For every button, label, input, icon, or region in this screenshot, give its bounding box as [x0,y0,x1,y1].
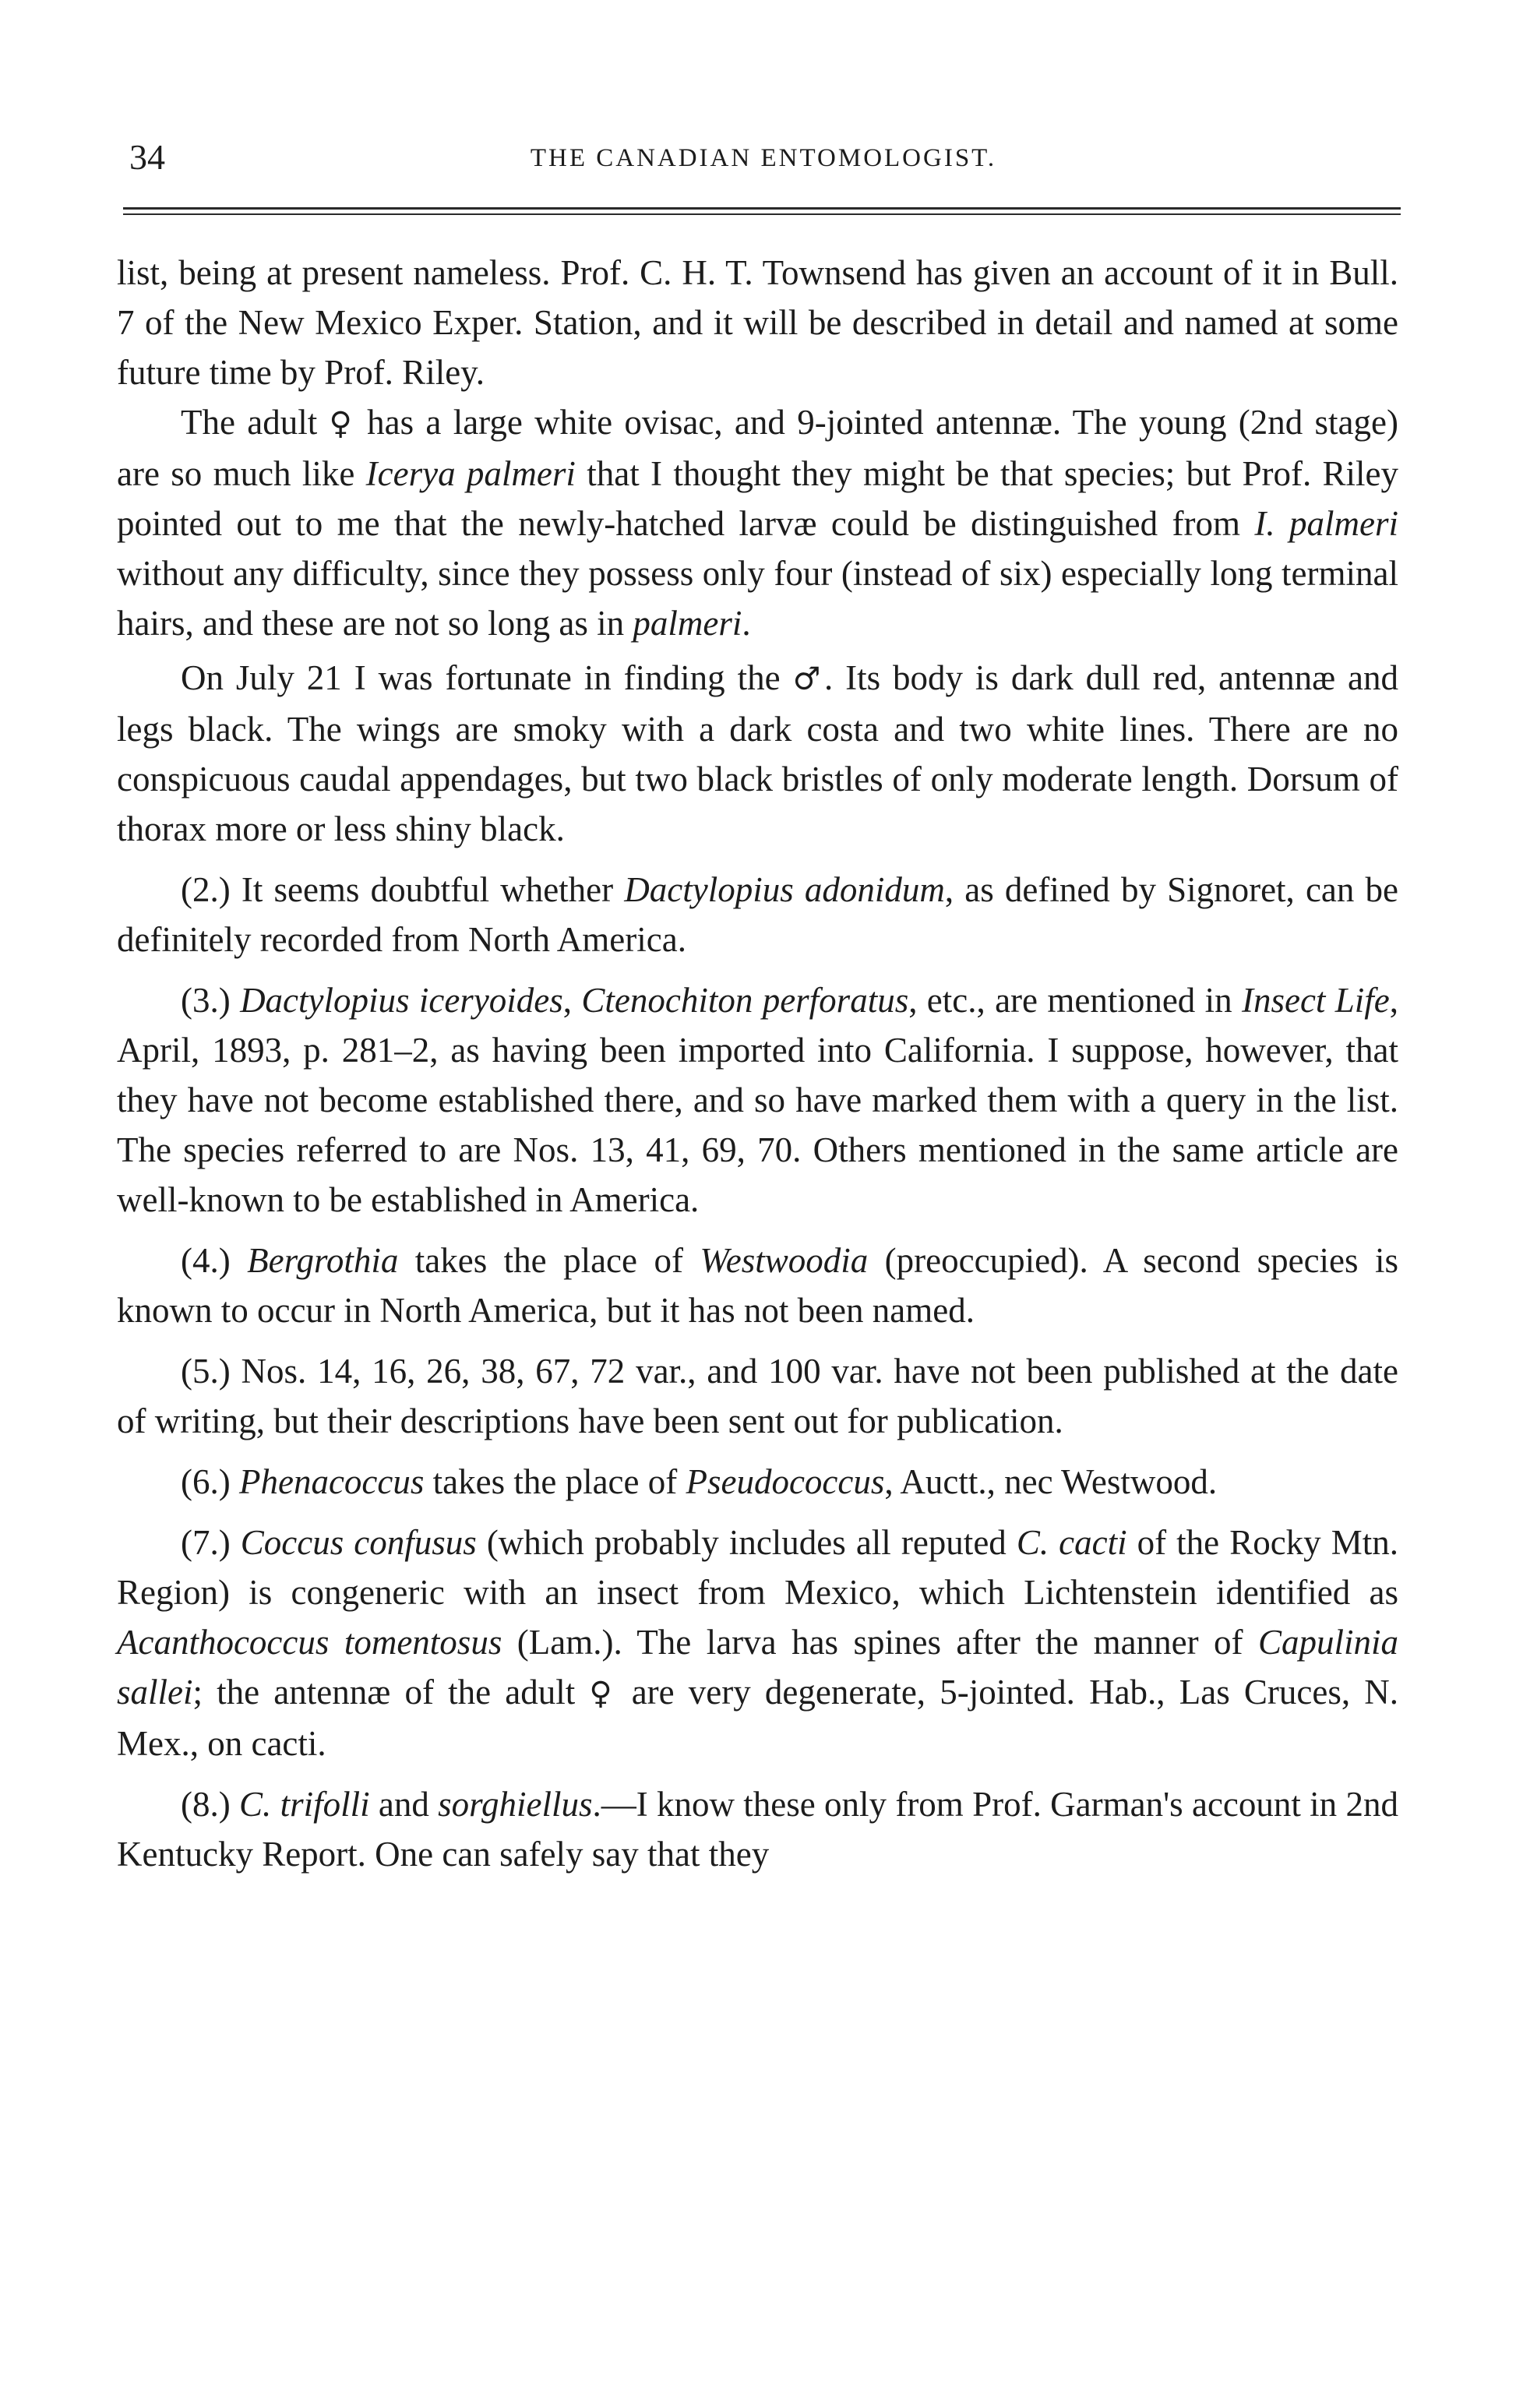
text-run: .—I know these only from Prof. Garman's account in 2nd Kentucky Report. One can safely say that they [117,1785,1398,1874]
species-name: Ctenochiton perforatus [581,981,909,1020]
text-run: , etc., are mentioned in [908,981,1242,1020]
text-run: , April, 1893, p. 281–2, as having been imported into California. I suppose, however, that they have not become established there, and so have marked them with a query in the list. The species referred to are Nos. 13, 41, 69, 70. Others mentioned in the same article are well-known to be established in America. [117,981,1399,1219]
species-name: palmeri [633,604,742,643]
male-symbol: ♂ [792,661,824,697]
text-run: that I thought they might be that species; but Prof. Riley pointed out to me that the newly-hatched larvæ could be distinguished from [117,454,1399,543]
text-run: On July 21 I was fortunate in finding the [181,658,793,697]
text-run: are very degenerate, 5-jointed. Hab., Las Cruces, N. Mex., on cacti. [117,1673,1398,1763]
species-name: sorghiellus [438,1785,593,1824]
note-4 [117,1236,1398,1335]
page-number: 34 [129,137,165,177]
note-6 [117,1457,1398,1507]
header-rule [123,207,1401,210]
text-run: , [562,981,582,1020]
running-title: THE CANADIAN ENTOMOLOGIST. [530,144,997,172]
text-run: (7.) [181,1523,241,1562]
text-run: (preoccupied). A second species is known to occur in North America, but it has not been named. [117,1241,1398,1330]
paragraph-text: list, being at present nameless. Prof. C. H. T. Townsend has given an account of it in Bull. 7 of the New Mexico Exper. Station, and it will be described in detail and named at some future time by Prof. Riley. [117,253,1398,392]
genus-name: Phenacoccus [238,1462,425,1501]
species-name: Coccus confusus [240,1523,477,1562]
text-run: . Its body is dark dull red, antennæ and legs black. The wings are smoky with a dark costa and two white lines. There are no conspicuous caudal appendages, but two black bristles of only moderate length. Dorsum of thorax more or less shiny black. [117,658,1399,848]
text-run: of the Rocky Mtn. Region) is congeneric with an insect from Mexico, which Lichtenstein identified as [117,1523,1398,1612]
text-run: , as defined by Signoret, can be definitely recorded from North America. [117,870,1398,959]
body-text [117,248,1398,1890]
paragraph-continuation [117,248,1398,397]
text-run: The adult [181,403,330,442]
text-run: (which probably includes all reputed [476,1523,1017,1562]
species-name: Capulinia sallei [117,1623,1398,1712]
genus-name: Pseudococcus [686,1462,885,1501]
text-run: and [369,1785,439,1824]
page-header [125,134,1402,189]
text-run: without any difficulty, since they possess only four (instead of six) especially long terminal hairs, and these are not so long as in [117,554,1398,643]
species-name: C. trifolli [239,1785,370,1824]
text-run: . [742,604,751,643]
female-symbol: ♀ [329,406,355,442]
text-run: (3.) [181,981,241,1020]
female-symbol: ♀ [589,1676,618,1712]
note-3 [117,975,1398,1225]
text-run: has a large white ovisac, and 9-jointed antennæ. The young (2nd stage) are so much like [117,403,1398,493]
header-rule-thin [123,213,1401,215]
paragraph-adult-female [117,397,1398,648]
note-2 [117,865,1398,964]
note-7 [117,1518,1398,1768]
text-run: (2.) It seems doubtful whether [181,870,625,909]
paragraph-text: (5.) Nos. 14, 16, 26, 38, 67, 72 var., and 100 var. have not been published at the date of writing, but their descriptions have been sent out for publication. [117,1352,1398,1440]
species-name: Dactylopius iceryoides [240,981,563,1020]
publication-title: Insect Life [1241,981,1390,1020]
text-run: (Lam.). The larva has spines after the manner of [502,1623,1258,1662]
text-run: (6.) [181,1462,239,1501]
text-run: ; the antennæ of the adult [192,1673,590,1712]
note-5 [117,1346,1398,1446]
genus-name: Westwoodia [700,1241,869,1280]
text-run: takes the place of [398,1241,700,1280]
text-run: , Auctt., nec Westwood. [884,1462,1218,1501]
species-name: Acanthococcus tomentosus [117,1623,502,1662]
species-name: Dactylopius adonidum [624,870,945,909]
text-run: (8.) [181,1785,240,1824]
text-run: (4.) [181,1241,248,1280]
species-name: Icerya palmeri [365,454,576,493]
genus-name: Bergrothia [247,1241,399,1280]
note-8 [117,1779,1398,1879]
paragraph-male [117,653,1398,854]
species-name: C. cacti [1016,1523,1127,1562]
species-name: I. palmeri [1254,504,1398,543]
text-run: takes the place of [424,1462,686,1501]
